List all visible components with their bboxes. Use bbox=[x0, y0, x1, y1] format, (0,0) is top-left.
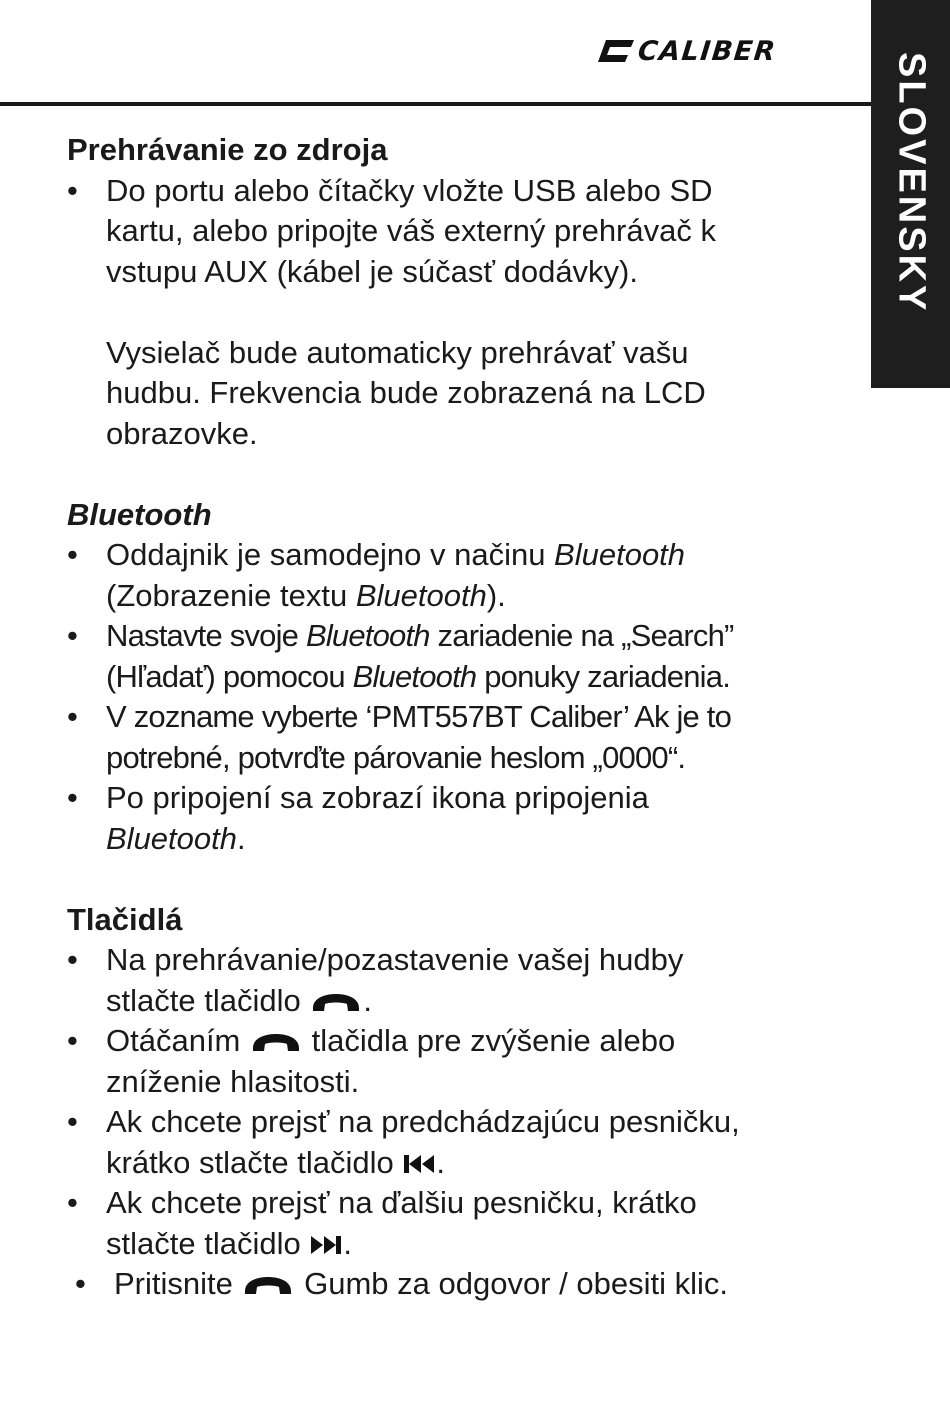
text: Nastavte svoje bbox=[106, 618, 306, 653]
bullet: • bbox=[75, 1266, 86, 1301]
text-line: Ak chcete prejsť na predchádzajúcu pesničku, bbox=[106, 1104, 740, 1139]
list-item bbox=[67, 778, 827, 859]
phone-handset-icon bbox=[241, 1275, 295, 1297]
emphasis: Bluetooth bbox=[352, 658, 477, 694]
bullet: • bbox=[67, 618, 78, 653]
list-item bbox=[67, 697, 827, 778]
bullet: • bbox=[67, 1023, 78, 1058]
text-line: Na prehrávanie/pozastavenie vašej hudby bbox=[106, 942, 684, 977]
text-line: obrazovke. bbox=[106, 415, 258, 451]
list-item bbox=[67, 535, 827, 616]
text-line: kartu, alebo pripojte váš externý prehrávač k bbox=[106, 213, 716, 248]
emphasis: Bluetooth bbox=[554, 537, 686, 572]
list-item bbox=[67, 940, 827, 1021]
section-title-source: Prehrávanie zo zdroja bbox=[67, 132, 388, 167]
text: ponuky zariadenia. bbox=[476, 658, 731, 694]
list-item bbox=[75, 1264, 827, 1305]
text-line: Po pripojení sa zobrazí ikona pripojenia bbox=[106, 780, 649, 815]
text-line: zníženie hlasitosti. bbox=[106, 1063, 360, 1099]
paragraph bbox=[67, 333, 827, 455]
language-tab-label: SLOVENSKY bbox=[890, 52, 932, 314]
emphasis: Bluetooth bbox=[305, 618, 430, 653]
text-line: Do portu alebo čítačky vložte USB alebo SD bbox=[106, 172, 713, 208]
brand-name: CALIBER bbox=[636, 35, 778, 67]
text: (Zobrazenie textu bbox=[106, 577, 356, 613]
text: stlačte tlačidlo bbox=[106, 982, 310, 1018]
text: . bbox=[343, 1225, 352, 1261]
text: (Hľadať) pomocou bbox=[106, 658, 353, 694]
bullet: • bbox=[67, 537, 78, 572]
language-tab bbox=[871, 0, 950, 388]
list-item bbox=[67, 171, 827, 293]
bullet: • bbox=[67, 942, 78, 977]
emphasis: Bluetooth bbox=[355, 577, 487, 613]
section-title-buttons: Tlačidlá bbox=[67, 901, 183, 937]
list-item bbox=[67, 1183, 827, 1264]
text-line: V zozname vyberte ‘PMT557BT Caliber’ Ak je to bbox=[106, 699, 732, 734]
list-item bbox=[67, 1021, 827, 1102]
text: ). bbox=[486, 577, 506, 613]
list-item bbox=[67, 1102, 827, 1183]
text-line: Ak chcete prejsť na ďalšiu pesničku, krátko bbox=[106, 1185, 697, 1220]
section-title-bluetooth: Bluetooth bbox=[67, 496, 212, 532]
text: zariadenie na „Search” bbox=[429, 618, 734, 653]
text: Pritisnite bbox=[114, 1266, 242, 1301]
manual-content bbox=[67, 130, 827, 1305]
phone-handset-icon bbox=[309, 992, 363, 1014]
text: Gumb za odgovor / obesiti klic. bbox=[295, 1266, 728, 1301]
text: . bbox=[436, 1144, 445, 1180]
bullet: • bbox=[67, 1104, 78, 1139]
phone-handset-icon bbox=[249, 1032, 303, 1054]
text: Otáčaním bbox=[106, 1023, 249, 1058]
text-line: potrebné, potvrďte párovanie heslom „0000“. bbox=[106, 739, 686, 775]
header-rule bbox=[0, 102, 872, 106]
bullet: • bbox=[67, 780, 78, 815]
text: . bbox=[237, 820, 246, 856]
bullet: • bbox=[67, 172, 78, 208]
text-line: hudbu. Frekvencia bude zobrazená na LCD bbox=[106, 375, 706, 410]
text-line: Vysielač bude automaticky prehrávať vašu bbox=[106, 334, 689, 370]
text: Oddajnik je samodejno v načinu bbox=[106, 537, 555, 572]
text: stlačte tlačidlo bbox=[106, 1225, 310, 1261]
caliber-logo-mark-icon bbox=[598, 38, 636, 64]
text-line: vstupu AUX (kábel je súčasť dodávky). bbox=[106, 253, 638, 289]
text: . bbox=[363, 982, 372, 1018]
skip-next-icon bbox=[309, 1233, 343, 1257]
text: tlačidla pre zvýšenie alebo bbox=[303, 1023, 676, 1058]
bullet: • bbox=[67, 1185, 78, 1220]
bullet: • bbox=[67, 699, 78, 734]
text: krátko stlačte tlačidlo bbox=[106, 1144, 403, 1180]
brand-logo bbox=[598, 36, 776, 66]
emphasis: Bluetooth bbox=[106, 820, 237, 856]
skip-previous-icon bbox=[402, 1152, 436, 1176]
list-item bbox=[67, 616, 827, 697]
